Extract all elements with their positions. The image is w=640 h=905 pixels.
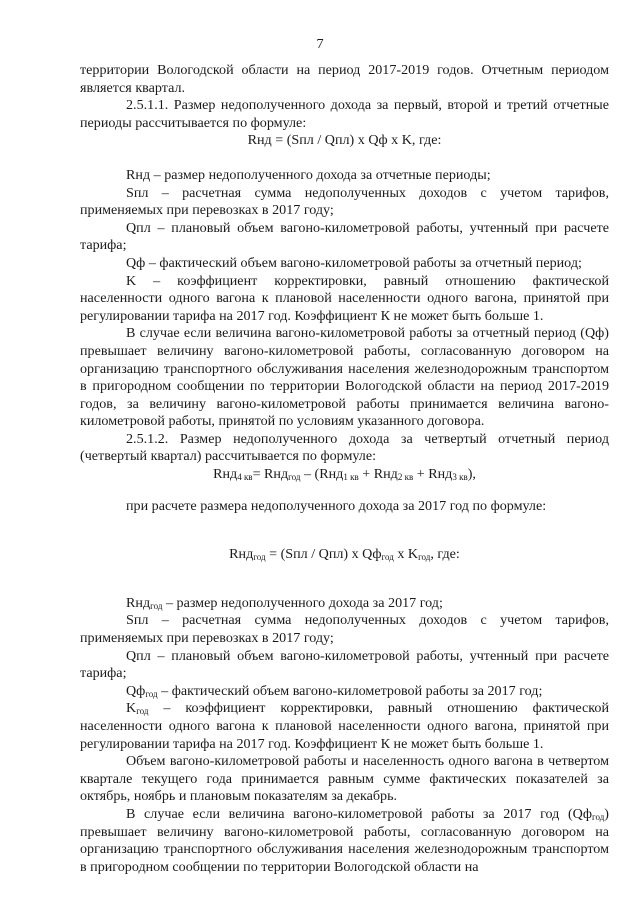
formula-quarterly: Rнд = (Sпл / Qпл) х Qф х K, где: <box>247 132 442 149</box>
definition-k-year: $K_{год}$ – коэффициент корректировки, равный отношению фактической населенности одного вагона к плановой населенности одного вагона, принятой при регулировании тарифа на 2017 год. Коэффициент К не может быть больше 1. <box>80 700 609 752</box>
paragraph-fourth-quarter-volume: Объем вагоно-километровой работы и населенность одного вагона в четвертом квартале текущего года принимается равным сумме фактических показателей за октябрь, ноябрь и плановым показателям за декабрь. <box>80 753 609 805</box>
definition-rnd: Rнд – размер недополученного дохода за отчетные периоды; <box>126 166 491 183</box>
formula-fourth-quarter: Rнд$_{4 кв}$= Rнд$_{год}$ – (Rнд$_{1 кв}$ + Rнд$_{2 кв}$ + Rнд$_{3 кв}$), <box>213 466 476 483</box>
definition-qf-year: $Qф_{год}$ – фактический объем вагоно-километровой работы за 2017 год; <box>126 682 543 699</box>
definition-qpl-year: Qпл – плановый объем вагоно-километровой работы, учтенный при расчете тарифа; <box>80 647 609 682</box>
paragraph-2-5-1-1: 2.5.1.1. Размер недополученного дохода за первый, второй и третий отчетные периоды рассчитывается по формуле: <box>80 97 609 131</box>
definition-rnd-year: Rнд$_{год}$ – размер недополученного дохода за 2017 год; <box>126 594 443 611</box>
definition-qf: Qф – фактический объем вагоно-километровой работы за отчетный период; <box>126 254 582 271</box>
paragraph-excess-case: В случае если величина вагоно-километровой работы за отчетный период (Qф) превышает величину вагоно-километровой работы, согласованную договором на организацию транспортного обслуживания населения железнодорожным транспортом в пригородном сообщении по территории Вологодской области на период 2017-2019 годов, за величину вагоно-километровой работы принимается величина вагоно-километровой работы, принятой по условиям указанного договора. <box>80 325 609 430</box>
definition-k: K – коэффициент корректировки, равный отношению фактической населенности одного вагона к плановой населенности одного вагона, принятой при регулировании тарифа на 2017 год. Коэффициент К не может быть больше 1. <box>80 272 609 324</box>
definition-spl: Sпл – расчетная сумма недополученных доходов с учетом тарифов, применяемых при перевозках в 2017 году; <box>80 184 609 219</box>
paragraph-annual-intro: при расчете размера недополученного дохода за 2017 год по формуле: <box>126 497 547 514</box>
paragraph-annual-excess-case: В случае если величина вагоно-километровой работы за 2017 год $(Qф_{год})$ превышает величину вагоно-километровой работы, согласованную договором на организацию транспортного обслуживания населения железнодорожным транспортом в пригородном сообщении по территории Вологодской области на <box>80 805 609 875</box>
formula-annual: Rнд$_{год}$ = (Sпл / Qпл) х $Qф_{год}$ х $K_{год}$, где: <box>229 546 460 563</box>
page-number: 7 <box>316 36 324 52</box>
definition-spl-year: Sпл – расчетная сумма недополученных доходов с учетом тарифов, применяемых при перевозках в 2017 году; <box>80 612 609 647</box>
definition-qpl: Qпл – плановый объем вагоно-километровой работы, учтенный при расчете тарифа; <box>80 219 609 254</box>
paragraph: территории Вологодской области на период 2017-2019 годов. Отчетным периодом является квартал. <box>80 62 609 96</box>
document-body <box>80 62 609 876</box>
paragraph-2-5-1-2: 2.5.1.2. Размер недополученного дохода за четвертый отчетный период (четвертый квартал) рассчитывается по формуле: <box>80 430 609 465</box>
